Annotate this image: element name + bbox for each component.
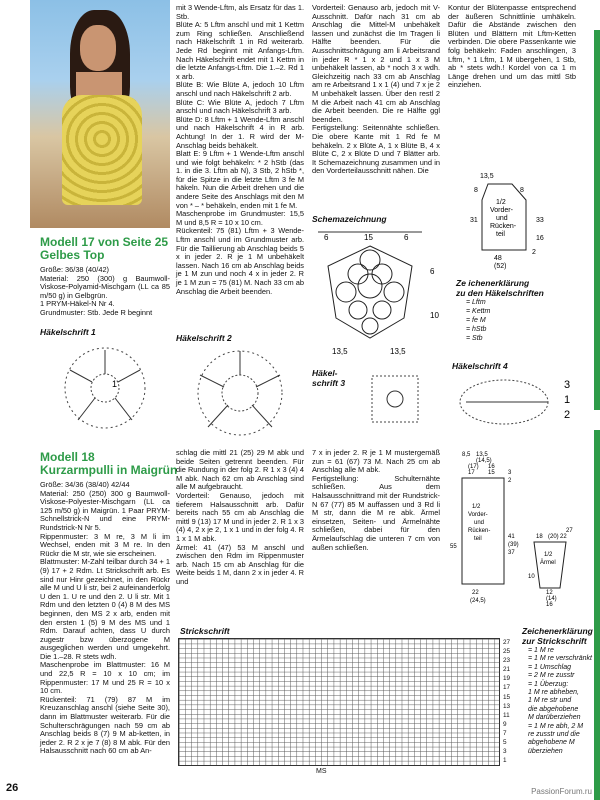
- label-haekelschrift-3: Häkel- schrift 3: [312, 368, 346, 388]
- chart4-num-2: 2: [564, 409, 571, 421]
- schema-dim-4: 6: [430, 267, 435, 276]
- section-marker-bottom: [594, 430, 600, 800]
- ms-label: MS: [316, 768, 327, 775]
- legend-lftm: = Lftm: [466, 299, 486, 306]
- m18-col3: 7 x in jeder 2. R je 1 M mustergemäß zun = 61 (67) 73 M. Nach 25 cm ab Anschlag alle M abk. Fertigstellung: Schulternähte schließen. Aus dem Halsausschnittrand mit der Rundstrick-N 67 (77) 85 M auffassen und 3 Rd li M str, dann die M re abk. Ärmel einsetzen, Seiten- und Ärmelnähte schließen, dabei für den Ärmelaufschlag die unteren 7 cm von außen schließen.: [312, 448, 440, 552]
- chart-haekelschrift-2: [180, 345, 300, 440]
- schema-dim-2: 15: [364, 233, 373, 242]
- svg-text:Vorder-: Vorder-: [468, 512, 488, 518]
- svg-text:15: 15: [488, 470, 495, 476]
- legend-fem: = fe M: [466, 317, 486, 324]
- svg-text:16: 16: [546, 602, 553, 608]
- chart4-num-1: 1: [564, 394, 571, 406]
- label-haekelschrift-2: Häkelschrift 2: [176, 333, 232, 343]
- m17-col4: Kontur der Blütenpasse entsprechend der äußeren Schnittlinie umhäkeln. Dafür die Abstände zwischen den Blüten und Blättern mit Lftm-Ketten verbinden. Die obere Passenkante wie folg behäkeln: Faden anschlingen, 3 Lftm, * 1 Lftm, 1 M übergehen, 1 Stb, ab * stets wdh.! Kordel von ca 1 m Länge drehen und um das mittl Stb einziehen.: [448, 3, 576, 90]
- label-zeichenerklaerung-strick: Zeichenerklärung zur Strickschrift: [522, 626, 593, 646]
- svg-text:8,5: 8,5: [462, 452, 471, 458]
- legend-stb: = Stb: [466, 335, 483, 342]
- svg-text:Ärmel: Ärmel: [540, 560, 556, 566]
- svg-text:16: 16: [488, 464, 495, 470]
- svg-text:13,5: 13,5: [480, 173, 494, 180]
- m18-col2: schlag die mittl 21 (25) 29 M abk und beide Seiten getrennt beenden. Für die Rundung in der folg 2. R 1 x 3 (4) 4 M abk. Nach 62 cm ab Anschlag sind alle M aufgebraucht. Vorderteil: Genauso, jedoch mit tieferem Halsausschnitt arb. Dafür bereits nach 55 cm ab Anschlag die mittl 9 (13) 17 M und in jeder 2. R 1 x 3 (4) 4, 2 x je 2, 1 x 1 und in der folg 4. R 1 x 1 M abk. Ärmel: 41 (47) 53 M anschl und zwischen den Rdm im Rippenmuster arb. Nach 15 cm ab Anschlag für die Weite beids 1 M, dann 2 x in jeder 4. R und: [176, 448, 304, 586]
- section-marker-top: [594, 30, 600, 410]
- svg-text:1/2: 1/2: [544, 552, 553, 558]
- legend-hstb: = hStb: [466, 326, 487, 333]
- svg-text:16: 16: [536, 235, 544, 242]
- svg-text:1/2: 1/2: [496, 199, 506, 206]
- schema-dim-7: 13,5: [390, 347, 406, 356]
- label-haekelschrift-4: Häkelschrift 4: [452, 361, 508, 371]
- svg-text:12: 12: [546, 590, 553, 596]
- legend-kettm: = Kettm: [466, 308, 491, 315]
- svg-text:17: 17: [468, 470, 475, 476]
- svg-text:10: 10: [528, 574, 535, 580]
- svg-text:18: 18: [536, 534, 543, 540]
- m18-col1: Größe: 34/36 (38/40) 42/44 Material: 250 (250) 300 g Baumwoll-Viskose-Polyester-Mischgarn (LL ca 125 m/50 g) in Maigrün. 1 Paar PRYM-Schnellstrick-N und eine PRYM-Rundstrick-N Nr 5. Rippenmuster: 3 M re, 3 M li im Wechsel, enden mit 3 M re. In den Rückr die M str, wie sie erscheinen. Blattmuster: M-Zahl teilbar durch 34 + 1 (9) 17 + 2 Rdm. Lt Strickschrift arb. Es sind nur Hinr gezeichnet, in den Rückr alle M und U li str, bei 2 aufeinanderfolg U den 1. U re und den 2. U li str. Mit 1 Rdm und den letzten 0 (4) 8 M des MS beginnen, den MS 2 x arb, enden mit den ersten 1 (5) 9 M des MS und 1 Rdm. Darauf achten, dass U durch zugestr bzw überzogene M ausgeglichen werden und umgekehrt. Die 1.–28. R stets wdh. Maschenprobe im Blattmuster: 16 M und 22,5 R = 10 x 10 cm; im Rippenmuster: 17 M und 25 R = 10 x 10 cm. Rückenteil: 71 (79) 87 M im Kreuzanschlag anschl (siehe Seite 30), dann im Blattmuster weiterarb. Für die Schulterschrägungen nach 59 cm ab Anschlag beids 8 (7) 9 M ab-ketten, in jeder 2. R 2 x je 7 (8) 8 M abk. Für den Halsausschnitt nach 60 cm ab An-: [40, 480, 171, 756]
- svg-text:33: 33: [536, 217, 544, 224]
- schema-drawing: [312, 226, 452, 361]
- label-zeichenerklaerung-haekel: Ze ichenerklärung zu den Häkelschriften: [456, 278, 544, 298]
- svg-text:Vorder-: Vorder-: [490, 207, 513, 214]
- schema-dim-5: 10: [430, 311, 439, 320]
- m17-pattern-piece: [470, 170, 580, 270]
- chart-haekelschrift-3: [362, 370, 442, 430]
- chart-haekelschrift-1: [50, 340, 160, 432]
- svg-text:2: 2: [508, 478, 512, 484]
- m17-col3: Vorderteil: Genauso arb, jedoch mit V-Ausschnitt. Dafür nach 31 cm ab Anschlag die Mittel-M unbehäkelt lassen und zunächst die Im Tragen li Hälfte beenden. Für die Ausschnittschrägung am li Arbeitsrand in jeder R * 1 x 2 und 1 x 3 M unbehäkelt lassen, ab * noch 3 x wdh. Gleichzeitig nach 33 cm ab Anschlag am re Arbeitsrand 1 x 1 (4) und 7 x je 2 M unbehäkelt lassen. Über den restl 2 M die Arbeit nach 41 cm ab Anschlag die Arbeit beenden. Die re Hälfte ggl beenden. Fertigstellung: Seitennähte schließen. Die obere Kante mit 1 Rd fe M behäkeln. 2 x Blüte A, 1 x Blüte B, 4 x Blüte C, 2 x Blüte D und 7 Blätter arb. It Schemazeichnung zusammen und in den Vorderteilausschnitt nähen. Die: [312, 3, 440, 176]
- m18-pattern-pieces: [448, 448, 588, 608]
- crochet-legend: [466, 298, 490, 343]
- m17-intro: Größe: 36/38 (40/42) Material: 250 (300) g Baumwoll-Viskose-Polyamid-Mischgarn (LL ca 85 m/50 g) in Gelbgrün. 1 PRYM-Häkel-N Nr 4. Grundmuster: Stb. Jede R beginnt: [40, 265, 170, 317]
- svg-text:(39): (39): [508, 542, 519, 548]
- schema-dim-6: 13,5: [332, 347, 348, 356]
- svg-text:3: 3: [508, 470, 512, 476]
- knitting-chart: [178, 638, 500, 766]
- svg-text:(24,5): (24,5): [470, 598, 486, 604]
- svg-text:8: 8: [520, 187, 524, 194]
- svg-text:31: 31: [470, 217, 478, 224]
- svg-text:Rücken-: Rücken-: [468, 528, 491, 534]
- label-haekelschrift-1: Häkelschrift 1: [40, 327, 96, 337]
- m17-title: Modell 17 von Seite 25 Gelbes Top: [40, 235, 169, 262]
- svg-text:und: und: [496, 215, 508, 222]
- svg-text:41: 41: [508, 534, 515, 540]
- svg-text:48: 48: [494, 255, 502, 262]
- chart1-round-label: 1: [112, 379, 118, 389]
- site-watermark: PassionForum.ru: [531, 787, 592, 796]
- svg-text:8: 8: [474, 187, 478, 194]
- svg-text:(14): (14): [546, 596, 557, 602]
- m17-col2: mit 3 Wende-Lftm, als Ersatz für das 1. Stb. Blüte A: 5 Lftm anschl und mit 1 Kettm zum Ring schließen. Anschließend nach Häkelschrift 1 in Rd weiterarb. Jede Rd beginnt mit Anfangs-Lftm. Nach Häkelschrift endet mit 1 Kettm in die letzte Anfangs-Lftm. Die 1.–2. Rd 1 x arb. Blüte B: Wie Blüte A, jedoch 10 Lftm anschl und nach Häkelschrift 2 arb. Blüte C: Wie Blüte A, jedoch 7 Lftm anschl und nach Häkelschrift 3 arb. Blüte D: 8 Lftm + 1 Wende-Lftm anschl und nach Häkelschrift 4 in R arb. Achtung! In der 1. R wird der M-Anschlag beids behäkelt. Blatt E: 9 Lftm + 1 Wende-Lftm anschl und wie folgt behäkeln: * 2 hStb (das 1. in die 3. Lftm ab N), 3 Stb, 2 hStb *, für die Spitze in die letzte Lftm 3 fe M häkeln. Nun die Arbeit drehen und die andere Seite des Anschlags mit den M von * – * behäkeln, enden mit 1 fe M. Maschenprobe im Grundmuster: 15,5 M und 8,5 R = 10 x 10 cm. Rückenteil: 75 (81) Lftm + 3 Wende-Lftm anschl und im Grundmuster arb. Für die Taillierung ab Anschlag beids 5 x in jeder 2. R je 1 M unbehäkelt lassen. Nach 16 cm ab Anschlag beids je 1 M zun und noch 4 x in jeder 2. R je 1 M zun = 75 (81) M. Nach 33 cm ab Anschlag die Arbeit beenden.: [176, 3, 304, 296]
- svg-text:Rücken-: Rücken-: [490, 223, 517, 230]
- model-photo: [30, 0, 170, 228]
- schema-dim-1: 6: [324, 233, 329, 242]
- svg-text:22: 22: [472, 590, 479, 596]
- svg-text:22: 22: [560, 534, 567, 540]
- m18-title: Modell 18 Kurzarmpulli in Maigrün: [40, 450, 178, 477]
- svg-text:und: und: [474, 520, 485, 526]
- label-strickschrift: Strickschrift: [180, 626, 230, 636]
- svg-text:teil: teil: [474, 536, 482, 542]
- svg-text:1/2: 1/2: [472, 504, 481, 510]
- svg-text:(14,5): (14,5): [476, 458, 492, 464]
- chart-haekelschrift-4: [452, 372, 582, 432]
- label-schemazeichnung: Schemazeichnung: [312, 214, 387, 224]
- knitting-legend: = 1 M re = 1 M re verschränkt = 1 Umschlag = 2 M re zusstr = 1 Überzug: 1 M re abheben, 1 M re str und die abgehobene M darüberziehen = 1 M re abh, 2 M re zusstr und die abgehobene M überziehen: [528, 647, 592, 755]
- chart4-num-3: 3: [564, 379, 571, 391]
- svg-text:55: 55: [450, 544, 457, 550]
- svg-text:13,5: 13,5: [476, 452, 488, 458]
- svg-text:(20): (20): [548, 534, 559, 540]
- svg-text:2: 2: [532, 249, 536, 256]
- svg-text:27: 27: [566, 528, 573, 534]
- svg-text:(52): (52): [494, 263, 507, 270]
- page-number: 26: [6, 782, 19, 794]
- svg-text:37: 37: [508, 550, 515, 556]
- svg-text:teil: teil: [496, 231, 505, 238]
- row-numbers: 27 25 23 21 19 17 15 13 11 9 7 5 3 1: [503, 639, 511, 765]
- svg-text:(17): (17): [468, 464, 479, 470]
- schema-dim-3: 6: [404, 233, 409, 242]
